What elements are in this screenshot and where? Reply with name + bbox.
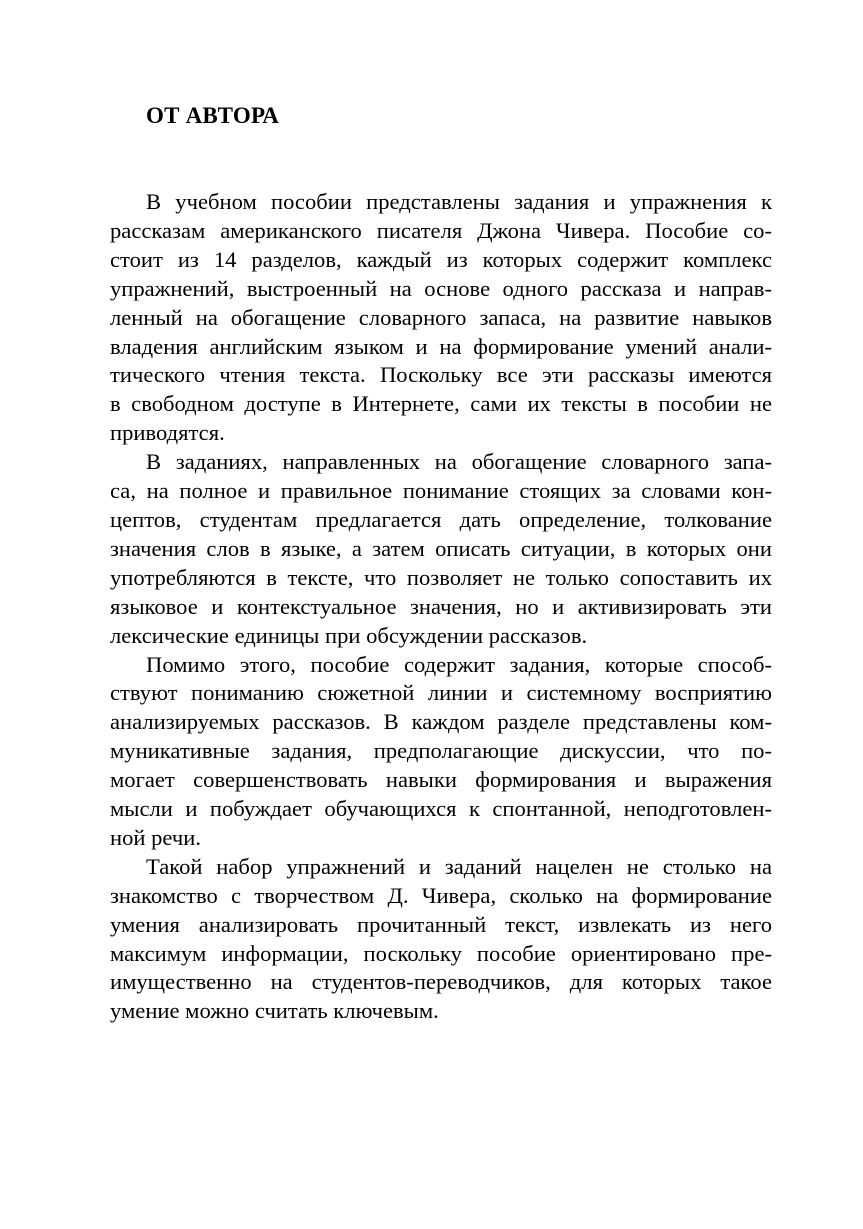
text-line: Помимо этого, пособие содержит задания, которые способ- <box>146 651 772 677</box>
text-line: тического чтения текста. Поскольку все эти рассказы имеются <box>110 362 772 388</box>
paragraph-4 <box>110 853 772 1026</box>
text-line: ленный на обогащение словарного запаса, на развитие навыков <box>110 304 772 330</box>
text-line: владения английским языком и на формирование умений анали- <box>110 333 772 359</box>
text-line: Такой набор упражнений и заданий нацелен не столько на <box>146 853 772 879</box>
text-line: ствуют пониманию сюжетной линии и системному восприятию <box>110 680 772 706</box>
text-line: стоит из 14 разделов, каждый из которых содержит комплекс <box>110 246 772 272</box>
text-line: умение можно считать ключевым. <box>110 998 439 1024</box>
page-heading: ОТ АВТОРА <box>146 103 280 128</box>
text-line: муникативные задания, предполагающие дискуссии, что по- <box>110 738 772 764</box>
text-line: рассказам американского писателя Джона Чивера. Пособие со- <box>110 217 772 243</box>
text-line: лексические единицы при обсуждении рассказов. <box>110 622 588 648</box>
text-line: са, на полное и правильное понимание стоящих за словами кон- <box>110 478 772 504</box>
text-line: ной речи. <box>110 824 201 850</box>
text-line: имущественно на студентов-переводчиков, для которых такое <box>110 969 772 995</box>
text-line: умения анализировать прочитанный текст, извлекать из него <box>110 911 772 937</box>
text-line: В заданиях, направленных на обогащение словарного запа- <box>146 449 772 475</box>
text-line: языковое и контекстуальное значения, но и активизировать эти <box>110 593 772 619</box>
text-line: максимум информации, поскольку пособие ориентировано пре- <box>110 940 772 966</box>
text-line: значения слов в языке, а затем описать ситуации, в которых они <box>110 535 772 561</box>
text-line: могает совершенствовать навыки формирования и выражения <box>110 767 772 793</box>
paragraph-2 <box>110 448 772 650</box>
text-line: употребляются в тексте, что позволяет не только сопоставить их <box>110 564 772 590</box>
text-line: приводятся. <box>110 420 225 446</box>
paragraph-1 <box>110 188 772 448</box>
text-line: мысли и побуждает обучающихся к спонтанной, неподготовлен- <box>110 796 772 822</box>
text-line: анализируемых рассказов. В каждом разделе представлены ком- <box>110 709 772 735</box>
text-line: в свободном доступе в Интернете, сами их тексты в пособии не <box>110 391 772 417</box>
text-line: упражнений, выстроенный на основе одного рассказа и направ- <box>110 275 772 301</box>
text-line: знакомство с творчеством Д. Чивера, сколько на формирование <box>110 882 772 908</box>
paragraph-3 <box>110 651 772 853</box>
text-line: В учебном пособии представлены задания и упражнения к <box>146 189 772 214</box>
body-text <box>110 188 772 1026</box>
text-line: цептов, студентам предлагается дать определение, толкование <box>110 506 772 532</box>
